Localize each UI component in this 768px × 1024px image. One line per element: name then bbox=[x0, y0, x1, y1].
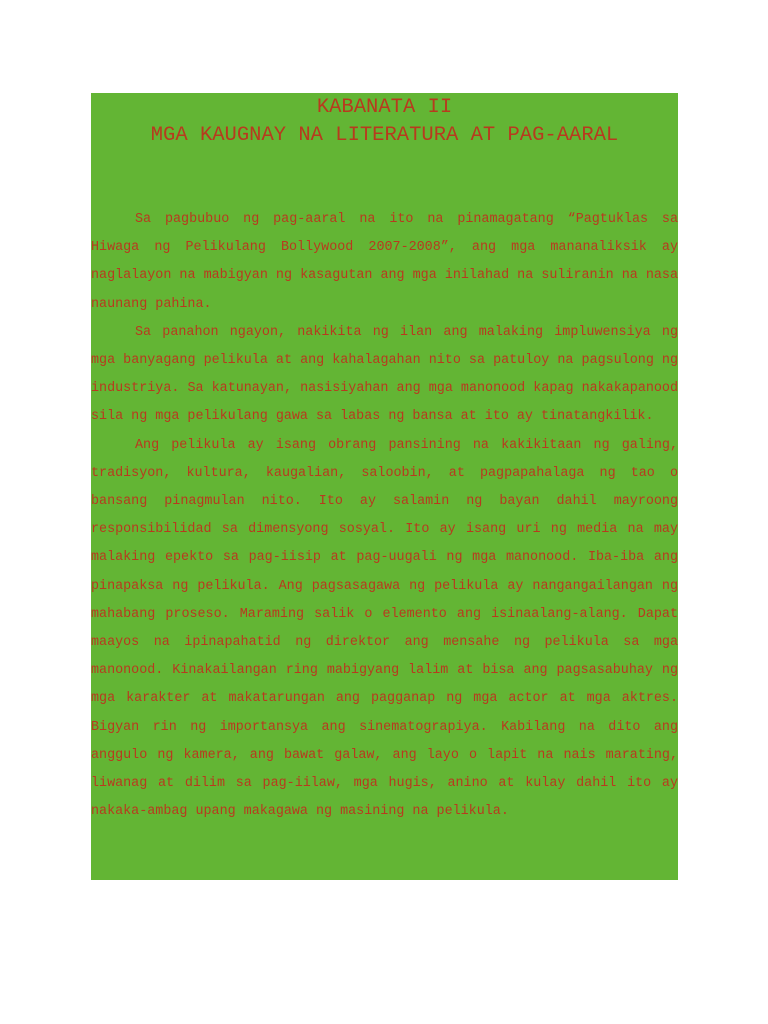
chapter-heading: KABANATA II bbox=[316, 96, 453, 119]
chapter-title: MGA KAUGNAY NA LITERATURA AT PAG-AARAL bbox=[150, 124, 619, 147]
paragraph-2: Sa panahon ngayon, nakikita ng ilan ang malaking impluwensiya ng mga banyagang pelikula at ang kahalagahan nito sa patuloy na pagsulong ng industriya. Sa katunayan, nasisiyahan ang mga manonood kapag nakakapanood sila ng mga pelikulang gawa sa labas ng bansa at ito ay tinatangkilik. bbox=[91, 324, 678, 425]
paragraph-3: Ang pelikula ay isang obrang pansining na kakikitaan ng galing, tradisyon, kultura, kaugalian, saloobin, at pagpapahalaga ng tao o bansang pinagmulan nito. Ito ay salamin ng bayan dahil mayroong responsibilidad sa dimensyong sosyal. Ito ay isang uri ng media na may malaking epekto sa pag-iisip at pag-uugali ng mga manonood. Iba-iba ang pinapaksa ng pelikula. Ang pagsasagawa ng pelikula ay nangangailangan ng mahabang proseso. Maraming salik o elemento ang isinaalang-alang. Dapat maayos na ipinapahatid ng direktor ang mensahe ng pelikula sa mga manonood. Kinakailangan ring mabigyang lalim at bisa ang pagsasabuhay ng mga karakter at makatarungan ang pagganap ng mga actor at mga aktres. Bigyan rin ng importansya ang sinematograpiya. Kabilang na dito ang anggulo ng kamera, ang bawat galaw, ang layo o lapit na nais marating, liwanag at dilim sa pag-iilaw, mga hugis, anino at kulay dahil ito ay nakaka-ambag upang makagawa ng masining na pelikula. bbox=[91, 437, 678, 820]
body-text bbox=[91, 206, 678, 826]
highlighted-text-block bbox=[91, 93, 678, 880]
paragraph-1: Sa pagbubuo ng pag-aaral na ito na pinamagatang “Pagtuklas sa Hiwaga ng Pelikulang Bollywood 2007-2008”, ang mga mananaliksik ay naglalayon na mabigyan ng kasagutan ang mga inilahad na suliranin na nasa naunang pahina. bbox=[91, 212, 678, 312]
